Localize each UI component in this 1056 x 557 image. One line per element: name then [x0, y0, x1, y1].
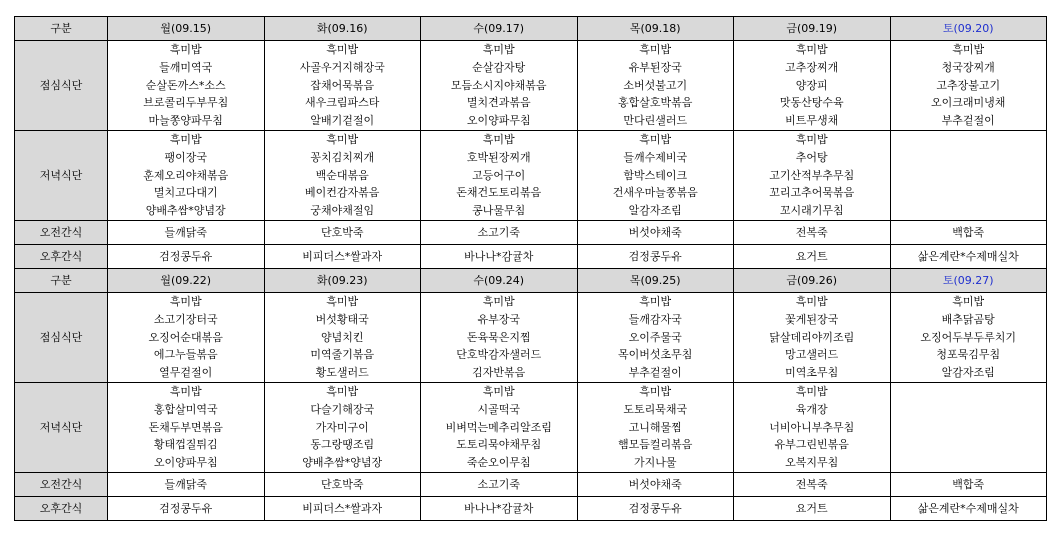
- menu-item: 육개장: [795, 402, 828, 416]
- menu-item: 닭살데리야끼조림: [769, 330, 855, 344]
- am-snack-label: 오전간식: [15, 473, 108, 497]
- menu-item: 추어탕: [795, 150, 828, 164]
- header-day: 금(09.19): [734, 17, 891, 41]
- menu-item: 들깨미역국: [159, 60, 213, 74]
- menu-item: 꽁치김치찌개: [310, 150, 375, 164]
- menu-item: 잡채어묵볶음: [310, 78, 375, 92]
- pm-snack-item: 바나나*감귤차: [421, 497, 578, 521]
- menu-item: 죽순오이무침: [466, 456, 531, 470]
- menu-item: 호박된장찌개: [466, 150, 531, 164]
- menu-item: 들깨감자국: [628, 312, 682, 326]
- menu-item: 황태껍질튀김: [153, 438, 218, 452]
- menu-item: 흑미밥: [795, 295, 828, 309]
- menu-item: 멸치고다대기: [153, 186, 218, 200]
- pm-snack-item: 검정콩두유: [577, 497, 734, 521]
- lunch-row: [15, 293, 1047, 383]
- menu-item: 고기산적부추무침: [769, 168, 855, 182]
- header-day: 월(09.15): [108, 17, 265, 41]
- lunch-label: 점심식단: [15, 293, 108, 383]
- lunch-day-cell: [421, 41, 578, 131]
- menu-item: 팽이장국: [164, 150, 207, 164]
- menu-item: 동그랑땡조림: [310, 438, 375, 452]
- am-snack-item: 소고기죽: [421, 221, 578, 245]
- menu-item: 오이양파무침: [153, 456, 218, 470]
- menu-item: 돈육묵은지찜: [466, 330, 531, 344]
- menu-item: 흑미밥: [639, 43, 672, 57]
- header-day: 화(09.23): [264, 269, 421, 293]
- menu-table-body: [15, 17, 1047, 521]
- menu-item: 흑미밥: [326, 385, 359, 399]
- menu-item: 궁채야채절임: [310, 204, 375, 218]
- dinner-day-cell: [421, 131, 578, 221]
- menu-item: 시골떡국: [477, 402, 520, 416]
- menu-item: 흑미밥: [795, 385, 828, 399]
- menu-item: 베이컨감자볶음: [305, 186, 380, 200]
- lunch-label: 점심식단: [15, 41, 108, 131]
- dinner-day-cell: [890, 131, 1047, 221]
- header-day: 토(09.27): [890, 269, 1047, 293]
- weekly-menu-table: [14, 16, 1047, 521]
- menu-item: 콩나물무침: [472, 204, 526, 218]
- menu-item: 꽃게된장국: [785, 312, 839, 326]
- menu-item: 맛동산탕수육: [779, 96, 844, 110]
- lunch-day-cell: [890, 293, 1047, 383]
- menu-item: 꼬시래기무침: [779, 204, 844, 218]
- menu-item: 흑미밥: [169, 43, 202, 57]
- lunch-day-cell: [577, 293, 734, 383]
- dinner-day-cell: [264, 383, 421, 473]
- menu-item: 다슬기해장국: [310, 402, 375, 416]
- dinner-day-cell: [108, 383, 265, 473]
- menu-item: 도토리묵야채무침: [456, 438, 542, 452]
- menu-item: 만다린샐러드: [623, 114, 688, 128]
- menu-item: 고등어구이: [472, 168, 526, 182]
- menu-item: 청포묵김무침: [936, 348, 1001, 362]
- menu-item: 함박스테이크: [623, 168, 688, 182]
- menu-item: 사골우거지해장국: [299, 60, 385, 74]
- pm-snack-label: 오후간식: [15, 497, 108, 521]
- menu-item: 흑미밥: [482, 295, 515, 309]
- am-snack-row: [15, 221, 1047, 245]
- menu-item: 돈채건도토리볶음: [456, 186, 542, 200]
- menu-item: 흑미밥: [169, 295, 202, 309]
- menu-item: 흑미밥: [326, 295, 359, 309]
- menu-item: 새우크림파스타: [305, 96, 380, 110]
- menu-item: 배추닭곰탕: [941, 312, 995, 326]
- menu-item: 돈채두부면볶음: [148, 420, 223, 434]
- menu-item: 흑미밥: [795, 43, 828, 57]
- header-category: 구분: [15, 269, 108, 293]
- menu-item: 김자반볶음: [472, 366, 526, 380]
- menu-item: 들깨수제비국: [623, 150, 688, 164]
- menu-item: 흑미밥: [169, 133, 202, 147]
- header-day: 월(09.22): [108, 269, 265, 293]
- menu-item: 목이버섯초무침: [618, 348, 693, 362]
- dinner-day-cell: [264, 131, 421, 221]
- dinner-row: [15, 383, 1047, 473]
- menu-item: 부추겉절이: [941, 114, 995, 128]
- pm-snack-item: 요거트: [734, 245, 891, 269]
- am-snack-item: 단호박죽: [264, 221, 421, 245]
- menu-item: 비트무생채: [785, 114, 839, 128]
- header-day: 목(09.18): [577, 17, 734, 41]
- menu-item: 너비아니부추무침: [769, 420, 855, 434]
- week-header-row: [15, 17, 1047, 41]
- pm-snack-item: 바나나*감귤차: [421, 245, 578, 269]
- menu-item: 흑미밥: [326, 43, 359, 57]
- header-category: 구분: [15, 17, 108, 41]
- menu-item: 흑미밥: [482, 43, 515, 57]
- header-day: 토(09.20): [890, 17, 1047, 41]
- menu-item: 청국장찌개: [941, 60, 995, 74]
- pm-snack-label: 오후간식: [15, 245, 108, 269]
- dinner-row: [15, 131, 1047, 221]
- menu-item: 양배추쌈*양념장: [302, 456, 383, 470]
- menu-item: 백순대볶음: [315, 168, 369, 182]
- lunch-day-cell: [577, 41, 734, 131]
- am-snack-item: 버섯야채죽: [577, 221, 734, 245]
- lunch-day-cell: [264, 41, 421, 131]
- menu-item: 알배기겉절이: [310, 114, 375, 128]
- menu-item: 오복지무침: [785, 456, 839, 470]
- menu-item: 흑미밥: [326, 133, 359, 147]
- menu-item: 유부된장국: [628, 60, 682, 74]
- menu-item: 순살감자탕: [472, 60, 526, 74]
- am-snack-item: 단호박죽: [264, 473, 421, 497]
- pm-snack-row: [15, 497, 1047, 521]
- menu-item: 마늘쫑양파무침: [148, 114, 223, 128]
- lunch-day-cell: [264, 293, 421, 383]
- menu-item: 알감자조림: [941, 366, 995, 380]
- menu-item: 흑미밥: [795, 133, 828, 147]
- menu-item: 알감자조림: [628, 204, 682, 218]
- menu-item: 브로콜리두부무침: [143, 96, 229, 110]
- dinner-day-cell: [108, 131, 265, 221]
- menu-item: 오징어두부두루치기: [920, 330, 1017, 344]
- menu-item: 흑미밥: [639, 295, 672, 309]
- am-snack-item: 소고기죽: [421, 473, 578, 497]
- menu-item: 건새우마늘쫑볶음: [612, 186, 698, 200]
- menu-item: 고추장찌개: [785, 60, 839, 74]
- lunch-day-cell: [734, 293, 891, 383]
- menu-item: 흑미밥: [952, 295, 985, 309]
- menu-item: 버섯황태국: [315, 312, 369, 326]
- menu-item: 망고샐러드: [785, 348, 839, 362]
- header-day: 목(09.25): [577, 269, 734, 293]
- menu-item: 비벼먹는메추리알조림: [445, 420, 552, 434]
- dinner-day-cell: [577, 131, 734, 221]
- pm-snack-item: 검정콩두유: [108, 245, 265, 269]
- pm-snack-item: 비피더스*쌀과자: [264, 245, 421, 269]
- menu-item: 훈제오리야채볶음: [143, 168, 229, 182]
- lunch-day-cell: [108, 41, 265, 131]
- menu-item: 유부그린빈볶음: [774, 438, 849, 452]
- dinner-day-cell: [890, 383, 1047, 473]
- dinner-day-cell: [734, 131, 891, 221]
- header-day: 금(09.26): [734, 269, 891, 293]
- menu-item: 흑미밥: [952, 43, 985, 57]
- week-header-row: [15, 269, 1047, 293]
- menu-item: 흑미밥: [639, 385, 672, 399]
- lunch-day-cell: [890, 41, 1047, 131]
- menu-item: 단호박감자샐러드: [456, 348, 542, 362]
- am-snack-item: 전복죽: [734, 221, 891, 245]
- menu-item: 고니해물찜: [628, 420, 682, 434]
- lunch-day-cell: [108, 293, 265, 383]
- menu-item: 모듬소시지야채볶음: [450, 78, 547, 92]
- menu-item: 흑미밥: [639, 133, 672, 147]
- dinner-day-cell: [421, 383, 578, 473]
- am-snack-item: 들깨닭죽: [108, 473, 265, 497]
- menu-item: 순살돈까스*소스: [145, 78, 226, 92]
- pm-snack-item: 검정콩두유: [577, 245, 734, 269]
- header-day: 수(09.17): [421, 17, 578, 41]
- menu-item: 양장피: [795, 78, 828, 92]
- pm-snack-row: [15, 245, 1047, 269]
- menu-item: 가지나물: [633, 456, 677, 470]
- lunch-row: [15, 41, 1047, 131]
- menu-item: 오이크래미냉채: [931, 96, 1006, 110]
- am-snack-label: 오전간식: [15, 221, 108, 245]
- dinner-label: 저녁식단: [15, 131, 108, 221]
- am-snack-item: 전복죽: [734, 473, 891, 497]
- menu-item: 부추겉절이: [628, 366, 682, 380]
- menu-item: 오이양파무침: [466, 114, 531, 128]
- pm-snack-item: 비피더스*쌀과자: [264, 497, 421, 521]
- menu-item: 멸치견과볶음: [466, 96, 531, 110]
- lunch-day-cell: [421, 293, 578, 383]
- dinner-day-cell: [577, 383, 734, 473]
- menu-item: 양념치킨: [320, 330, 364, 344]
- menu-item: 오이주물국: [628, 330, 682, 344]
- menu-item: 미역초무침: [785, 366, 839, 380]
- menu-item: 가자미구이: [315, 420, 369, 434]
- lunch-day-cell: [734, 41, 891, 131]
- dinner-label: 저녁식단: [15, 383, 108, 473]
- am-snack-item: 들깨닭죽: [108, 221, 265, 245]
- menu-item: 고추장불고기: [936, 78, 1001, 92]
- menu-item: 흑미밥: [482, 133, 515, 147]
- menu-item: 열무겉절이: [159, 366, 213, 380]
- pm-snack-item: 삶은계란*수제매실차: [890, 497, 1047, 521]
- am-snack-item: 버섯야채죽: [577, 473, 734, 497]
- menu-item: 유부장국: [477, 312, 520, 326]
- dinner-day-cell: [734, 383, 891, 473]
- header-day: 화(09.16): [264, 17, 421, 41]
- menu-item: 황도샐러드: [315, 366, 369, 380]
- menu-item: 흑미밥: [482, 385, 515, 399]
- menu-item: 흑미밥: [169, 385, 202, 399]
- menu-item: 도토리묵채국: [623, 402, 688, 416]
- menu-item: 햄모듬컬리볶음: [618, 438, 693, 452]
- menu-item: 소고기장터국: [153, 312, 218, 326]
- pm-snack-item: 요거트: [734, 497, 891, 521]
- menu-item: 미역줄기볶음: [310, 348, 375, 362]
- menu-item: 홍합살미역국: [153, 402, 218, 416]
- am-snack-item: 백합죽: [890, 473, 1047, 497]
- menu-item: 양배추쌈*양념장: [145, 204, 226, 218]
- pm-snack-item: 삶은계란*수제매실차: [890, 245, 1047, 269]
- menu-item: 에그누들볶음: [153, 348, 218, 362]
- menu-item: 홍합살호박볶음: [618, 96, 693, 110]
- am-snack-item: 백합죽: [890, 221, 1047, 245]
- am-snack-row: [15, 473, 1047, 497]
- menu-item: 꼬리고추어묵볶음: [769, 186, 855, 200]
- menu-item: 소버섯불고기: [623, 78, 688, 92]
- menu-item: 오징어순대볶음: [148, 330, 223, 344]
- pm-snack-item: 검정콩두유: [108, 497, 265, 521]
- header-day: 수(09.24): [421, 269, 578, 293]
